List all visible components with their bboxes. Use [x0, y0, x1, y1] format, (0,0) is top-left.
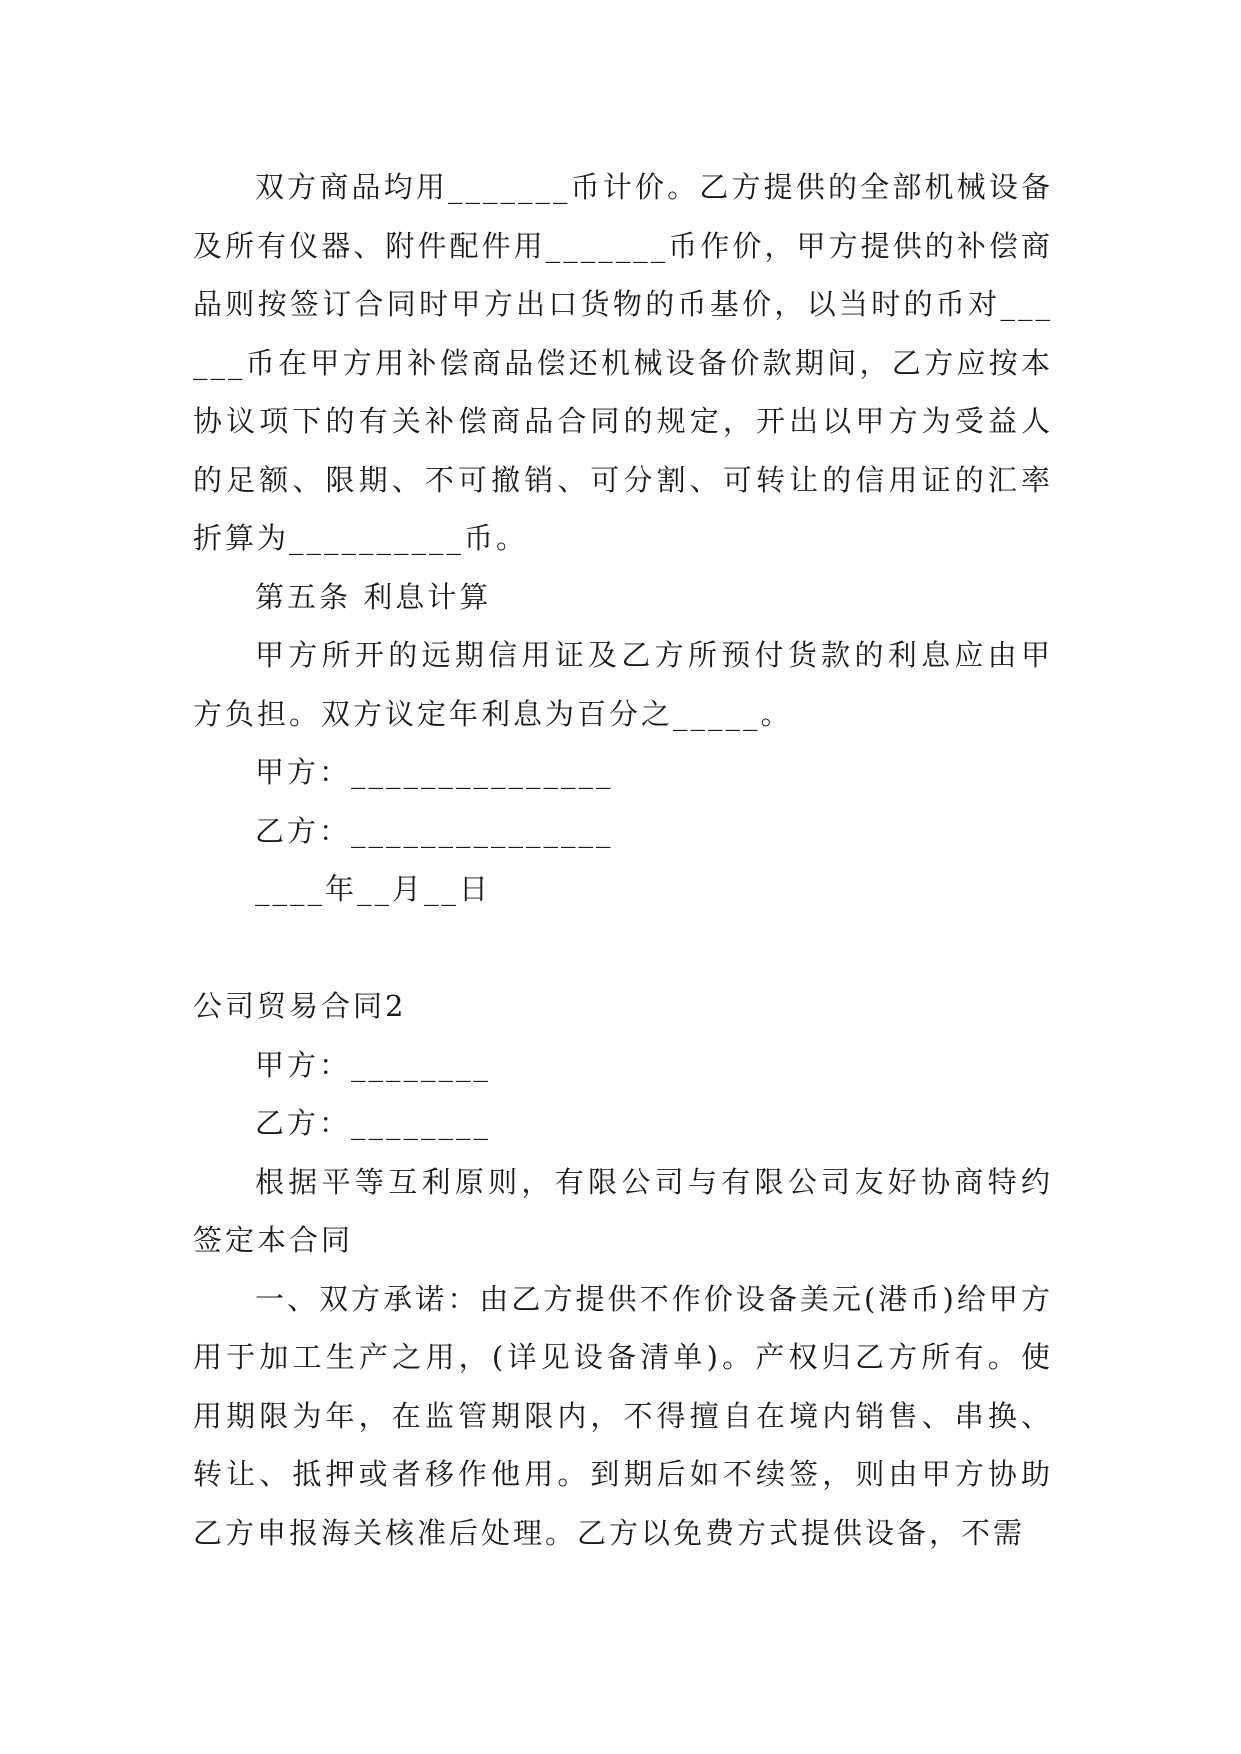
article-5-heading: 第五条 利息计算 [255, 579, 492, 614]
date-line: ____年__月__日 [255, 872, 492, 906]
document-body [193, 158, 1053, 1562]
clause-1-paragraph: 一、双方承诺：由乙方提供不作价设备美元(港币)给甲方用于加工生产之用，(详见设备清单)。产权归乙方所有。使用期限为年，在监管期限内，不得擅自在境内销售、串换、转让、抵押或者移作他用。到期后如不续签，则由甲方协助乙方申报海关核准后处理。乙方以免费方式提供设备，不需 [193, 1281, 1053, 1550]
preamble-paragraph: 根据平等互利原则，有限公司与有限公司友好协商特约签定本合同 [193, 1164, 1053, 1257]
section-spacer [193, 919, 1053, 978]
party-b-signature-line: 乙方：_______________ [255, 813, 614, 848]
interest-paragraph: 甲方所开的远期信用证及乙方所预付货款的利息应由甲方负担。双方议定年利息为百分之_____。 [193, 638, 1053, 731]
contract-title: 公司贸易合同2 [193, 989, 407, 1023]
party-b-line: 乙方：________ [255, 1106, 492, 1140]
pricing-paragraph: 双方商品均用_______币计价。乙方提供的全部机械设备及所有仪器、附件配件用_______币作价，甲方提供的补偿商品则按签订合同时甲方出口货物的币基价，以当时的币对______币在甲方用补偿商品偿还机械设备价款期间，乙方应按本协议项下的有关补偿商品合同的规定，开出以甲方为受益人的足额、限期、不可撤销、可分割、可转让的信用证的汇率折算为__________币。 [193, 170, 1053, 555]
party-a-signature-line: 甲方：_______________ [255, 755, 614, 789]
party-a-line: 甲方：________ [255, 1047, 492, 1082]
